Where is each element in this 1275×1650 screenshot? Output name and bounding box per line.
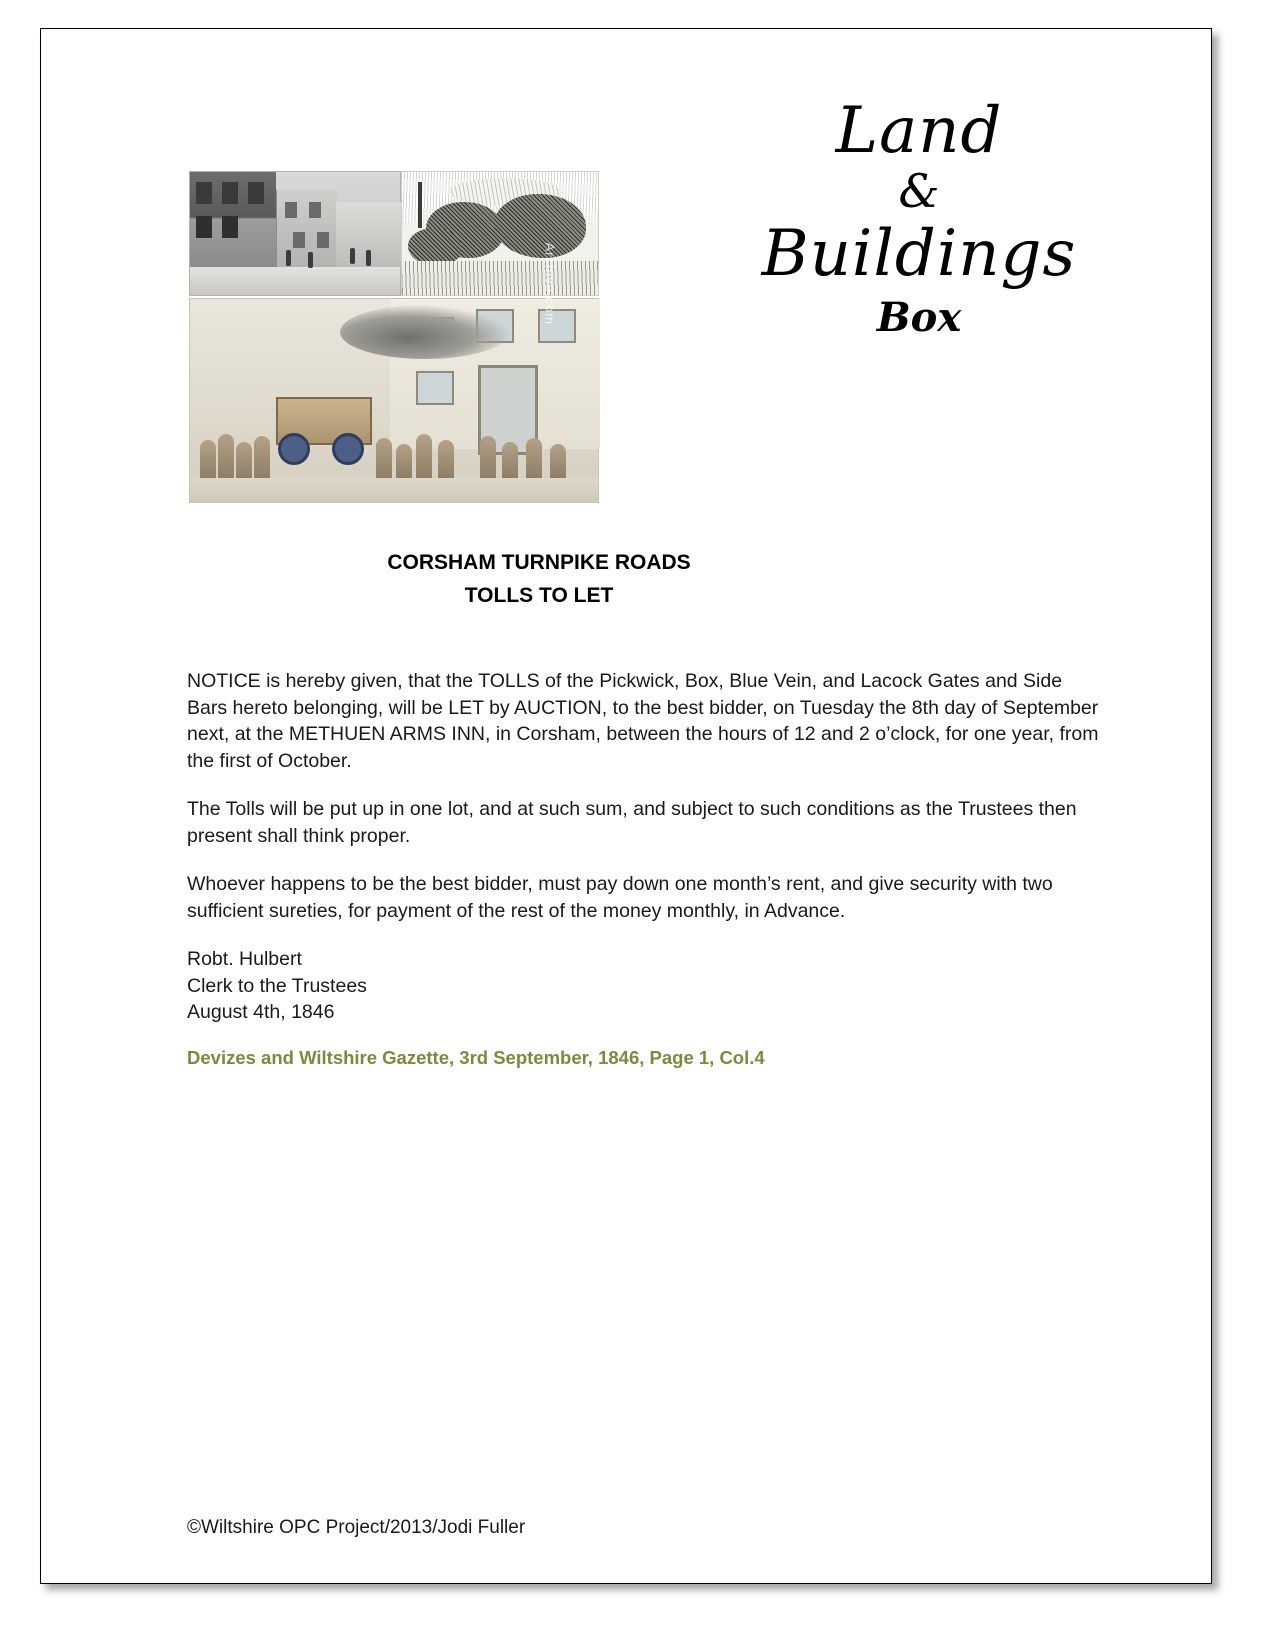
watercolour-person: [416, 434, 432, 480]
watercolour-person: [396, 444, 412, 480]
notice-paragraph-2: The Tolls will be put up in one lot, and at such sum, and subject to such conditions as the Trustees then present shall think proper.: [187, 798, 1077, 847]
watercolour-person: [526, 438, 542, 480]
watercolour-person: [200, 440, 216, 480]
masthead: [689, 94, 1149, 348]
source-citation: Devizes and Wiltshire Gazette, 3rd September, 1846, Page 1, Col.4: [187, 1047, 765, 1068]
notice-body: [187, 668, 1107, 1026]
watercolour-crowd: [190, 406, 598, 480]
photo-figure: [366, 250, 371, 266]
signature-date: August 4th, 1846: [187, 1001, 335, 1024]
engraving-tree: [494, 194, 586, 258]
watercolour-window: [416, 371, 454, 405]
fire-engine-crowd-watercolour: [189, 242, 599, 503]
watercolour-person: [254, 436, 270, 480]
photo-building-left: [190, 172, 276, 270]
masthead-line-box: Box: [876, 293, 962, 341]
illustration-top-row: [189, 171, 599, 296]
watercolour-person: [218, 434, 234, 480]
engraving-ground: [402, 261, 598, 295]
watercolour-foreground: [190, 478, 598, 502]
copyright-footer: ©Wiltshire OPC Project/2013/Jodi Fuller: [187, 1517, 526, 1538]
watercolour-person: [550, 444, 566, 480]
illustration-block: [189, 171, 599, 503]
engraving-church-spire: [418, 182, 422, 228]
notice-paragraph-1: NOTICE is hereby given, that the TOLLS of the Pickwick, Box, Blue Vein, and Lacock Gates and Side Bars hereto belonging, will be LET by AUCTION, to the best bidder, on Tuesday the 8th day of September next, at the METHUEN ARMS INN, in Corsham, between the hours of 12 and 2 o’clock, for one year, from the first of October.: [187, 670, 1099, 772]
watercolour-person: [376, 438, 392, 480]
tree-landscape-engraving: [401, 171, 599, 296]
watercolour-person: [236, 442, 252, 480]
signature-block: [187, 946, 1107, 1026]
watercolour-person: [438, 440, 454, 480]
masthead-line-buildings: Buildings: [761, 216, 1077, 291]
photo-road: [190, 267, 400, 295]
masthead-line-ampersand: &: [898, 164, 940, 218]
page-title: [189, 547, 889, 612]
corsham-street-photograph: [189, 171, 401, 296]
notice-paragraph-3: Whoever happens to be the best bidder, must pay down one month’s rent, and give security with two sufficient sureties, for payment of the rest of the money monthly, in Advance.: [187, 873, 1053, 922]
signature-role: Clerk to the Trustees: [187, 974, 367, 997]
watercolour-person: [480, 436, 496, 480]
watercolour-smoke: [340, 305, 510, 359]
page-title-line-1: CORSHAM TURNPIKE ROADS: [387, 551, 691, 574]
masthead-line-land: Land: [835, 94, 1003, 168]
photo-figure: [308, 252, 313, 268]
watercolour-person: [502, 442, 518, 480]
signature-name: Robt. Hulbert: [187, 948, 302, 971]
page-title-line-2: TOLLS TO LET: [464, 583, 614, 607]
photo-figure: [350, 248, 355, 264]
archive-watermark: Archive.com: [543, 242, 558, 325]
document-page: [40, 28, 1212, 1584]
page-content: [41, 29, 1211, 1583]
photo-figure: [286, 250, 291, 266]
